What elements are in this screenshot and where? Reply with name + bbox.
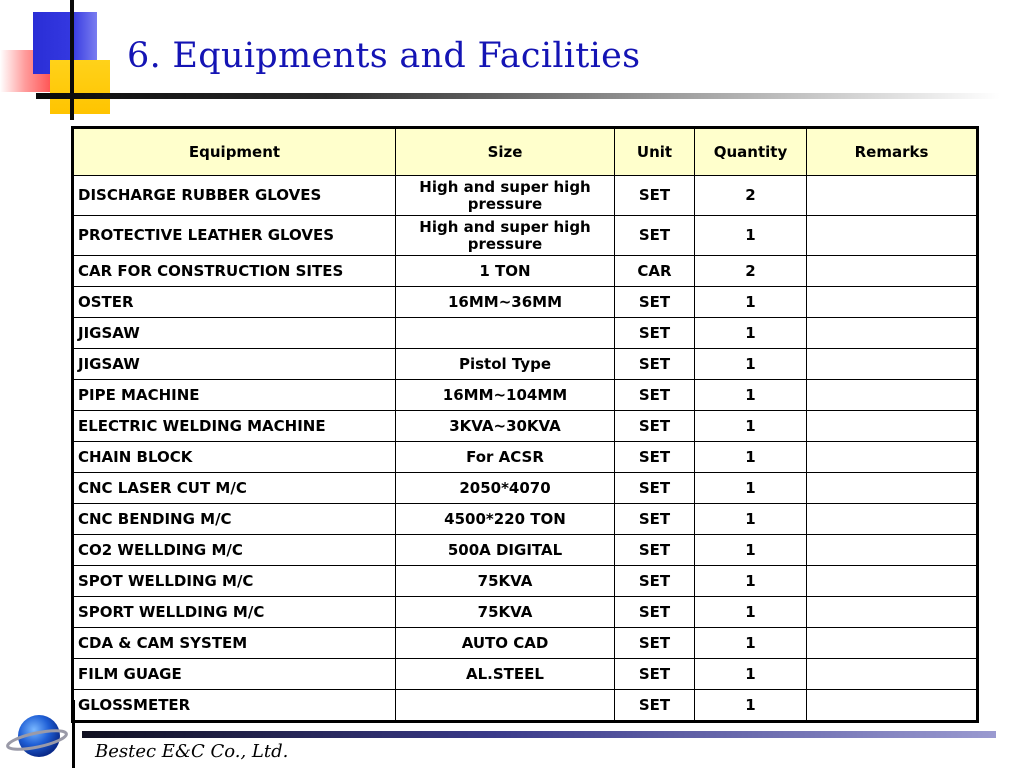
cell-unit: SET [615,411,695,442]
header-size: Size [396,128,615,176]
cell-size: 75KVA [396,597,615,628]
table-row [73,411,978,442]
cell-unit: SET [615,287,695,318]
footer-divider [82,731,996,738]
cell-size: 16MM~104MM [396,380,615,411]
table-row [73,535,978,566]
cell-size: High and super high pressure [396,216,615,256]
footer-vertical-line [72,700,75,768]
cell-remarks [807,566,978,597]
cell-unit: SET [615,176,695,216]
cell-size: For ACSR [396,442,615,473]
table-row [73,256,978,287]
cell-remarks [807,597,978,628]
cell-size: 16MM~36MM [396,287,615,318]
cell-size: 500A DIGITAL [396,535,615,566]
table-row [73,566,978,597]
globe-logo-icon [6,712,68,762]
cell-equipment: CO2 WELLDING M/C [73,535,396,566]
cell-equipment: SPOT WELLDING M/C [73,566,396,597]
header-remarks: Remarks [807,128,978,176]
cell-size [396,690,615,722]
cell-size [396,318,615,349]
cell-remarks [807,535,978,566]
cell-quantity: 1 [695,287,807,318]
cell-unit: SET [615,349,695,380]
cell-quantity: 1 [695,566,807,597]
cell-equipment: CHAIN BLOCK [73,442,396,473]
table-row [73,659,978,690]
cell-size: 75KVA [396,566,615,597]
equipment-table [71,126,979,723]
table-row [73,504,978,535]
cell-unit: CAR [615,256,695,287]
cell-quantity: 2 [695,256,807,287]
cell-equipment: CDA & CAM SYSTEM [73,628,396,659]
cell-size: 4500*220 TON [396,504,615,535]
cell-remarks [807,216,978,256]
table-row [73,349,978,380]
cell-quantity: 1 [695,597,807,628]
cell-remarks [807,411,978,442]
cell-quantity: 2 [695,176,807,216]
cell-quantity: 1 [695,318,807,349]
cell-equipment: ELECTRIC WELDING MACHINE [73,411,396,442]
cell-quantity: 1 [695,349,807,380]
cell-unit: SET [615,318,695,349]
cell-equipment: JIGSAW [73,318,396,349]
cell-remarks [807,318,978,349]
table-row [73,380,978,411]
table-row [73,442,978,473]
cell-remarks [807,349,978,380]
cell-quantity: 1 [695,442,807,473]
cell-unit: SET [615,659,695,690]
decor-yellow-block [50,60,110,114]
cell-equipment: OSTER [73,287,396,318]
table-row [73,597,978,628]
cell-equipment: JIGSAW [73,349,396,380]
cell-unit: SET [615,504,695,535]
cell-equipment: CNC BENDING M/C [73,504,396,535]
cell-unit: SET [615,566,695,597]
cell-unit: SET [615,535,695,566]
table-row [73,628,978,659]
slide-title: 6. Equipments and Facilities [127,36,641,76]
table-row [73,176,978,216]
cell-equipment: PROTECTIVE LEATHER GLOVES [73,216,396,256]
cell-unit: SET [615,597,695,628]
cell-equipment: FILM GUAGE [73,659,396,690]
header-quantity: Quantity [695,128,807,176]
cell-quantity: 1 [695,380,807,411]
cell-remarks [807,690,978,722]
cell-remarks [807,659,978,690]
cell-quantity: 1 [695,659,807,690]
cell-quantity: 1 [695,535,807,566]
cell-size: 1 TON [396,256,615,287]
cell-equipment: DISCHARGE RUBBER GLOVES [73,176,396,216]
equipment-table-container [71,126,976,723]
cell-quantity: 1 [695,473,807,504]
cell-remarks [807,287,978,318]
cell-unit: SET [615,380,695,411]
table-row [73,216,978,256]
cell-quantity: 1 [695,690,807,722]
table-row [73,473,978,504]
cell-size: Pistol Type [396,349,615,380]
cell-equipment: GLOSSMETER [73,690,396,722]
cell-size: 3KVA~30KVA [396,411,615,442]
cell-remarks [807,176,978,216]
cell-remarks [807,628,978,659]
table-row [73,690,978,722]
cell-unit: SET [615,628,695,659]
cell-equipment: SPORT WELLDING M/C [73,597,396,628]
cell-remarks [807,504,978,535]
cell-size: AUTO CAD [396,628,615,659]
cell-unit: SET [615,690,695,722]
cell-remarks [807,256,978,287]
cell-quantity: 1 [695,628,807,659]
cell-unit: SET [615,442,695,473]
title-underline [36,93,1000,99]
cell-remarks [807,380,978,411]
cell-remarks [807,473,978,504]
table-row [73,318,978,349]
cell-size: High and super high pressure [396,176,615,216]
cell-quantity: 1 [695,411,807,442]
cell-unit: SET [615,216,695,256]
cell-equipment: CAR FOR CONSTRUCTION SITES [73,256,396,287]
decor-vertical-line [70,0,74,120]
cell-equipment: PIPE MACHINE [73,380,396,411]
company-name: Bestec E&C Co., Ltd. [95,741,289,762]
table-row [73,287,978,318]
cell-size: 2050*4070 [396,473,615,504]
cell-quantity: 1 [695,504,807,535]
cell-size: AL.STEEL [396,659,615,690]
header-unit: Unit [615,128,695,176]
header-equipment: Equipment [73,128,396,176]
cell-equipment: CNC LASER CUT M/C [73,473,396,504]
cell-quantity: 1 [695,216,807,256]
cell-remarks [807,442,978,473]
cell-unit: SET [615,473,695,504]
table-header-row [73,128,978,176]
